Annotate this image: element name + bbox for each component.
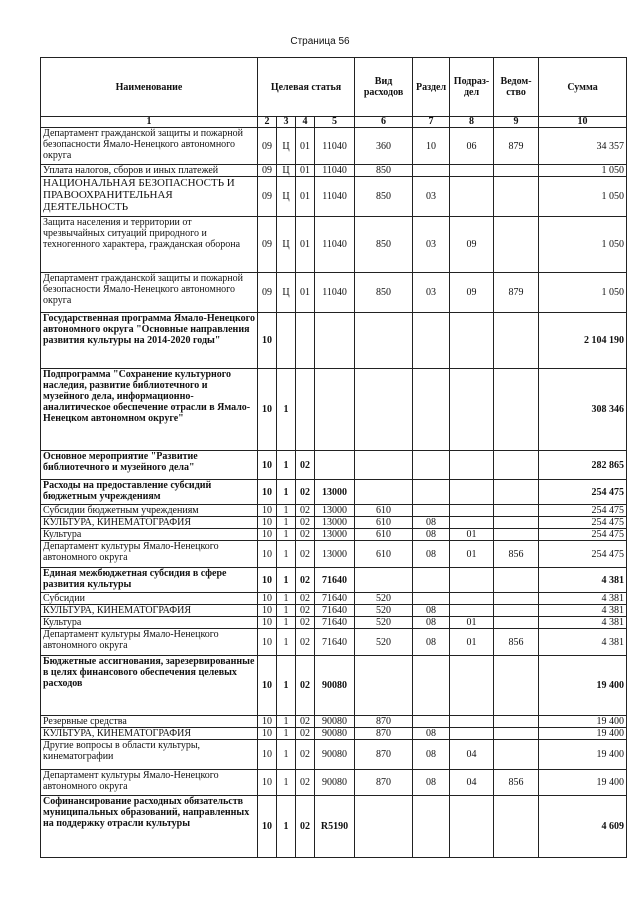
cell-c9 [494, 796, 539, 858]
cell-sum: 19 400 [539, 770, 627, 796]
cell-c9: 856 [494, 770, 539, 796]
cell-c2: 09 [258, 165, 277, 177]
cell-c6 [355, 480, 413, 505]
cell-c4: 02 [296, 716, 315, 728]
column-number: 2 [258, 117, 277, 128]
cell-sum: 19 400 [539, 728, 627, 740]
cell-c4: 02 [296, 796, 315, 858]
table-row [41, 605, 627, 617]
cell-c7 [413, 480, 450, 505]
cell-c5: 13000 [315, 505, 355, 517]
table-row [41, 313, 627, 369]
row-name: Подпрограмма "Сохранение культурного наследия, развитие библиотечного и музейного дела, информационно-аналитическое обеспечение отрасли в Ямало-Ненецком автономном округе" [41, 369, 258, 451]
table-row [41, 529, 627, 541]
cell-sum: 1 050 [539, 217, 627, 273]
row-name: Уплата налогов, сборов и иных платежей [41, 165, 258, 177]
table-row [41, 128, 627, 165]
cell-c3: 1 [277, 796, 296, 858]
cell-sum: 308 346 [539, 369, 627, 451]
row-name: Расходы на предоставление субсидий бюджетным учреждениям [41, 480, 258, 505]
row-name: НАЦИОНАЛЬНАЯ БЕЗОПАСНОСТЬ И ПРАВООХРАНИТЕЛЬНАЯ ДЕЯТЕЛЬНОСТЬ [41, 177, 258, 217]
cell-c3: 1 [277, 451, 296, 480]
cell-sum: 4 381 [539, 593, 627, 605]
cell-c3: 1 [277, 716, 296, 728]
page-label: Страница 56 [290, 36, 350, 47]
cell-c2: 10 [258, 541, 277, 568]
cell-c4: 02 [296, 541, 315, 568]
row-name: Департамент культуры Ямало-Ненецкого автономного округа [41, 629, 258, 656]
cell-c9 [494, 177, 539, 217]
cell-c8: 09 [450, 273, 494, 313]
cell-c7: 08 [413, 517, 450, 529]
cell-c9 [494, 517, 539, 529]
cell-c5: 11040 [315, 128, 355, 165]
cell-c5: 71640 [315, 629, 355, 656]
cell-c6: 610 [355, 541, 413, 568]
header-name: Наименование [41, 58, 258, 117]
cell-c5: 71640 [315, 568, 355, 593]
table-row [41, 617, 627, 629]
cell-c8: 01 [450, 629, 494, 656]
row-name: Департамент гражданской защиты и пожарной безопасности Ямало-Ненецкого автономного округа [41, 128, 258, 165]
cell-c7: 08 [413, 529, 450, 541]
row-name: Основное мероприятие "Развитие библиотечного и музейного дела" [41, 451, 258, 480]
cell-sum: 2 104 190 [539, 313, 627, 369]
cell-c9 [494, 369, 539, 451]
cell-c3: 1 [277, 505, 296, 517]
cell-c7: 03 [413, 217, 450, 273]
cell-c2: 10 [258, 593, 277, 605]
cell-c6: 610 [355, 529, 413, 541]
header-target-article: Целевая статья [258, 58, 355, 117]
cell-c8 [450, 517, 494, 529]
row-name: Другие вопросы в области культуры, кинематографии [41, 740, 258, 770]
cell-c3: 1 [277, 529, 296, 541]
table-row [41, 770, 627, 796]
column-number: 3 [277, 117, 296, 128]
row-name: Культура [41, 529, 258, 541]
row-name: КУЛЬТУРА, КИНЕМАТОГРАФИЯ [41, 605, 258, 617]
column-number: 8 [450, 117, 494, 128]
cell-c7 [413, 656, 450, 716]
cell-c6: 520 [355, 593, 413, 605]
cell-c8 [450, 728, 494, 740]
table-row [41, 517, 627, 529]
cell-sum: 254 475 [539, 480, 627, 505]
cell-c4: 02 [296, 605, 315, 617]
cell-c2: 10 [258, 605, 277, 617]
cell-c7 [413, 716, 450, 728]
cell-c8 [450, 593, 494, 605]
cell-c8: 04 [450, 770, 494, 796]
column-number: 7 [413, 117, 450, 128]
table-row [41, 217, 627, 273]
cell-c9 [494, 313, 539, 369]
row-name: Департамент культуры Ямало-Ненецкого автономного округа [41, 770, 258, 796]
cell-c8: 06 [450, 128, 494, 165]
cell-c4: 02 [296, 740, 315, 770]
cell-c7: 03 [413, 273, 450, 313]
cell-sum: 282 865 [539, 451, 627, 480]
table-row [41, 505, 627, 517]
cell-c9 [494, 716, 539, 728]
column-number: 6 [355, 117, 413, 128]
cell-c5: 71640 [315, 617, 355, 629]
cell-c3: 1 [277, 593, 296, 605]
cell-c6: 850 [355, 177, 413, 217]
cell-c2: 10 [258, 568, 277, 593]
table-row [41, 451, 627, 480]
row-name: Субсидии бюджетным учреждениям [41, 505, 258, 517]
cell-c3: Ц [277, 177, 296, 217]
row-name: Субсидии [41, 593, 258, 605]
row-name: Бюджетные ассигнования, зарезервированные в целях финансового обеспечения целевых расходов [41, 656, 258, 716]
cell-c6: 520 [355, 605, 413, 617]
cell-c2: 10 [258, 629, 277, 656]
row-name: Резервные средства [41, 716, 258, 728]
cell-c4: 01 [296, 177, 315, 217]
cell-c8 [450, 313, 494, 369]
cell-c9: 879 [494, 273, 539, 313]
cell-c6: 850 [355, 273, 413, 313]
cell-c5: 11040 [315, 273, 355, 313]
cell-c8 [450, 568, 494, 593]
cell-c3: 1 [277, 369, 296, 451]
cell-c3: 1 [277, 517, 296, 529]
cell-c8 [450, 480, 494, 505]
cell-c9 [494, 165, 539, 177]
cell-c8 [450, 796, 494, 858]
cell-c4: 02 [296, 728, 315, 740]
cell-c9 [494, 617, 539, 629]
cell-c8 [450, 605, 494, 617]
cell-c4: 02 [296, 629, 315, 656]
column-number: 5 [315, 117, 355, 128]
cell-sum: 4 609 [539, 796, 627, 858]
cell-c9 [494, 480, 539, 505]
cell-c7 [413, 313, 450, 369]
cell-c4: 02 [296, 770, 315, 796]
column-number: 9 [494, 117, 539, 128]
cell-c7 [413, 505, 450, 517]
cell-c5 [315, 313, 355, 369]
cell-c5 [315, 451, 355, 480]
column-number: 4 [296, 117, 315, 128]
cell-sum: 1 050 [539, 273, 627, 313]
table-row [41, 165, 627, 177]
row-name: Единая межбюджетная субсидия в сфере развития культуры [41, 568, 258, 593]
row-name: Культура [41, 617, 258, 629]
cell-c3: Ц [277, 128, 296, 165]
cell-sum: 19 400 [539, 740, 627, 770]
cell-c5: 11040 [315, 217, 355, 273]
cell-c9 [494, 529, 539, 541]
table-row [41, 629, 627, 656]
cell-c3: 1 [277, 740, 296, 770]
cell-c5 [315, 369, 355, 451]
cell-c6: 870 [355, 728, 413, 740]
cell-c5: 13000 [315, 529, 355, 541]
cell-sum: 254 475 [539, 529, 627, 541]
cell-c6 [355, 796, 413, 858]
cell-c4: 01 [296, 217, 315, 273]
cell-c2: 10 [258, 740, 277, 770]
cell-c2: 10 [258, 451, 277, 480]
cell-sum: 19 400 [539, 656, 627, 716]
header-sum: Сумма [539, 58, 627, 117]
cell-c4: 02 [296, 593, 315, 605]
cell-c5: 11040 [315, 177, 355, 217]
cell-sum: 4 381 [539, 617, 627, 629]
table-row [41, 593, 627, 605]
cell-c5: 13000 [315, 480, 355, 505]
cell-c2: 09 [258, 128, 277, 165]
cell-c6: 520 [355, 629, 413, 656]
cell-c7: 08 [413, 605, 450, 617]
cell-c3: 1 [277, 480, 296, 505]
cell-c8: 04 [450, 740, 494, 770]
cell-c4 [296, 313, 315, 369]
cell-c6: 610 [355, 517, 413, 529]
cell-c9: 856 [494, 629, 539, 656]
cell-c4: 02 [296, 568, 315, 593]
cell-c3: 1 [277, 605, 296, 617]
cell-sum: 4 381 [539, 568, 627, 593]
cell-c6 [355, 451, 413, 480]
cell-c2: 09 [258, 273, 277, 313]
budget-table [40, 57, 627, 858]
cell-c7: 08 [413, 740, 450, 770]
cell-c7 [413, 568, 450, 593]
cell-c5: 11040 [315, 165, 355, 177]
cell-c4: 01 [296, 128, 315, 165]
cell-c4 [296, 369, 315, 451]
cell-sum: 4 381 [539, 629, 627, 656]
cell-c6: 870 [355, 770, 413, 796]
cell-c6 [355, 369, 413, 451]
cell-c8 [450, 716, 494, 728]
cell-c6: 360 [355, 128, 413, 165]
cell-c6: 850 [355, 217, 413, 273]
cell-sum: 254 475 [539, 541, 627, 568]
cell-c6: 870 [355, 740, 413, 770]
cell-sum: 19 400 [539, 716, 627, 728]
header-department: Ведом-ство [494, 58, 539, 117]
cell-sum: 254 475 [539, 517, 627, 529]
table-row [41, 728, 627, 740]
cell-c2: 09 [258, 217, 277, 273]
table-row [41, 568, 627, 593]
cell-c4: 02 [296, 451, 315, 480]
row-name: Защита населения и территории от чрезвычайных ситуаций природного и техногенного характера, гражданская оборона [41, 217, 258, 273]
cell-c3: 1 [277, 629, 296, 656]
cell-sum: 1 050 [539, 177, 627, 217]
cell-c4: 02 [296, 505, 315, 517]
cell-c7 [413, 369, 450, 451]
cell-c2: 10 [258, 505, 277, 517]
table-row [41, 273, 627, 313]
table-row [41, 480, 627, 505]
cell-c5: 13000 [315, 517, 355, 529]
cell-c2: 10 [258, 796, 277, 858]
cell-c2: 10 [258, 656, 277, 716]
table-row [41, 177, 627, 217]
cell-c5: 90080 [315, 716, 355, 728]
cell-c2: 10 [258, 529, 277, 541]
cell-c2: 10 [258, 480, 277, 505]
cell-c7: 08 [413, 728, 450, 740]
table-row [41, 541, 627, 568]
cell-c4: 02 [296, 529, 315, 541]
row-name: КУЛЬТУРА, КИНЕМАТОГРАФИЯ [41, 517, 258, 529]
cell-c4: 02 [296, 656, 315, 716]
cell-c8 [450, 165, 494, 177]
cell-c7 [413, 451, 450, 480]
cell-c8 [450, 451, 494, 480]
cell-c2: 10 [258, 617, 277, 629]
cell-c5: 90080 [315, 740, 355, 770]
cell-c4: 02 [296, 617, 315, 629]
cell-c9 [494, 728, 539, 740]
cell-c5: 71640 [315, 593, 355, 605]
cell-c3: 1 [277, 541, 296, 568]
cell-sum: 254 475 [539, 505, 627, 517]
cell-c3: Ц [277, 217, 296, 273]
cell-c3: 1 [277, 656, 296, 716]
cell-c8 [450, 656, 494, 716]
table-row [41, 656, 627, 716]
cell-c8: 09 [450, 217, 494, 273]
cell-c8: 01 [450, 529, 494, 541]
cell-c6 [355, 656, 413, 716]
cell-sum: 34 357 [539, 128, 627, 165]
cell-c5: 13000 [315, 541, 355, 568]
cell-c9: 856 [494, 541, 539, 568]
cell-c9 [494, 605, 539, 617]
cell-c7 [413, 165, 450, 177]
cell-sum: 1 050 [539, 165, 627, 177]
header-section: Раздел [413, 58, 450, 117]
cell-c8 [450, 369, 494, 451]
table-row [41, 716, 627, 728]
cell-c2: 10 [258, 728, 277, 740]
cell-c9: 879 [494, 128, 539, 165]
cell-c3: 1 [277, 728, 296, 740]
cell-c7: 10 [413, 128, 450, 165]
cell-c5: 90080 [315, 656, 355, 716]
cell-c2: 10 [258, 313, 277, 369]
cell-c9 [494, 740, 539, 770]
row-name: Департамент культуры Ямало-Ненецкого автономного округа [41, 541, 258, 568]
cell-c7: 08 [413, 770, 450, 796]
cell-c7: 08 [413, 617, 450, 629]
cell-c5: 71640 [315, 605, 355, 617]
cell-c9 [494, 656, 539, 716]
cell-c2: 10 [258, 770, 277, 796]
cell-c8 [450, 505, 494, 517]
cell-c5: 90080 [315, 728, 355, 740]
cell-c9 [494, 593, 539, 605]
cell-c6: 850 [355, 165, 413, 177]
cell-c7: 03 [413, 177, 450, 217]
table-row [41, 740, 627, 770]
cell-sum: 4 381 [539, 605, 627, 617]
cell-c2: 10 [258, 517, 277, 529]
cell-c4: 01 [296, 273, 315, 313]
cell-c6 [355, 313, 413, 369]
cell-c2: 10 [258, 716, 277, 728]
cell-c3: 1 [277, 568, 296, 593]
cell-c3 [277, 313, 296, 369]
cell-c9 [494, 568, 539, 593]
header-subsection: Подраз-дел [450, 58, 494, 117]
cell-c7: 08 [413, 541, 450, 568]
cell-c8: 01 [450, 617, 494, 629]
table-row [41, 796, 627, 858]
column-number: 1 [41, 117, 258, 128]
cell-c3: Ц [277, 273, 296, 313]
row-name: КУЛЬТУРА, КИНЕМАТОГРАФИЯ [41, 728, 258, 740]
cell-c7 [413, 796, 450, 858]
cell-c6: 870 [355, 716, 413, 728]
cell-c2: 10 [258, 369, 277, 451]
cell-c7: 08 [413, 629, 450, 656]
cell-c2: 09 [258, 177, 277, 217]
cell-c5: R5190 [315, 796, 355, 858]
cell-c6 [355, 568, 413, 593]
cell-c3: Ц [277, 165, 296, 177]
cell-c4: 02 [296, 480, 315, 505]
table-row [41, 369, 627, 451]
cell-c3: 1 [277, 617, 296, 629]
row-name: Софинансирование расходных обязательств муниципальных образований, направленных на поддержку отрасли культуры [41, 796, 258, 858]
cell-c4: 01 [296, 165, 315, 177]
cell-c9 [494, 451, 539, 480]
cell-c5: 90080 [315, 770, 355, 796]
cell-c6: 610 [355, 505, 413, 517]
cell-c8 [450, 177, 494, 217]
cell-c9 [494, 217, 539, 273]
column-number-row [41, 117, 627, 128]
cell-c9 [494, 505, 539, 517]
row-name: Государственная программа Ямало-Ненецкого автономного округа "Основные направления развития культуры на 2014-2020 годы" [41, 313, 258, 369]
header-row [41, 58, 627, 117]
header-expense-type: Вид расходов [355, 58, 413, 117]
column-number: 10 [539, 117, 627, 128]
cell-c4: 02 [296, 517, 315, 529]
cell-c7 [413, 593, 450, 605]
cell-c6: 520 [355, 617, 413, 629]
row-name: Департамент гражданской защиты и пожарной безопасности Ямало-Ненецкого автономного округа [41, 273, 258, 313]
cell-c8: 01 [450, 541, 494, 568]
cell-c3: 1 [277, 770, 296, 796]
